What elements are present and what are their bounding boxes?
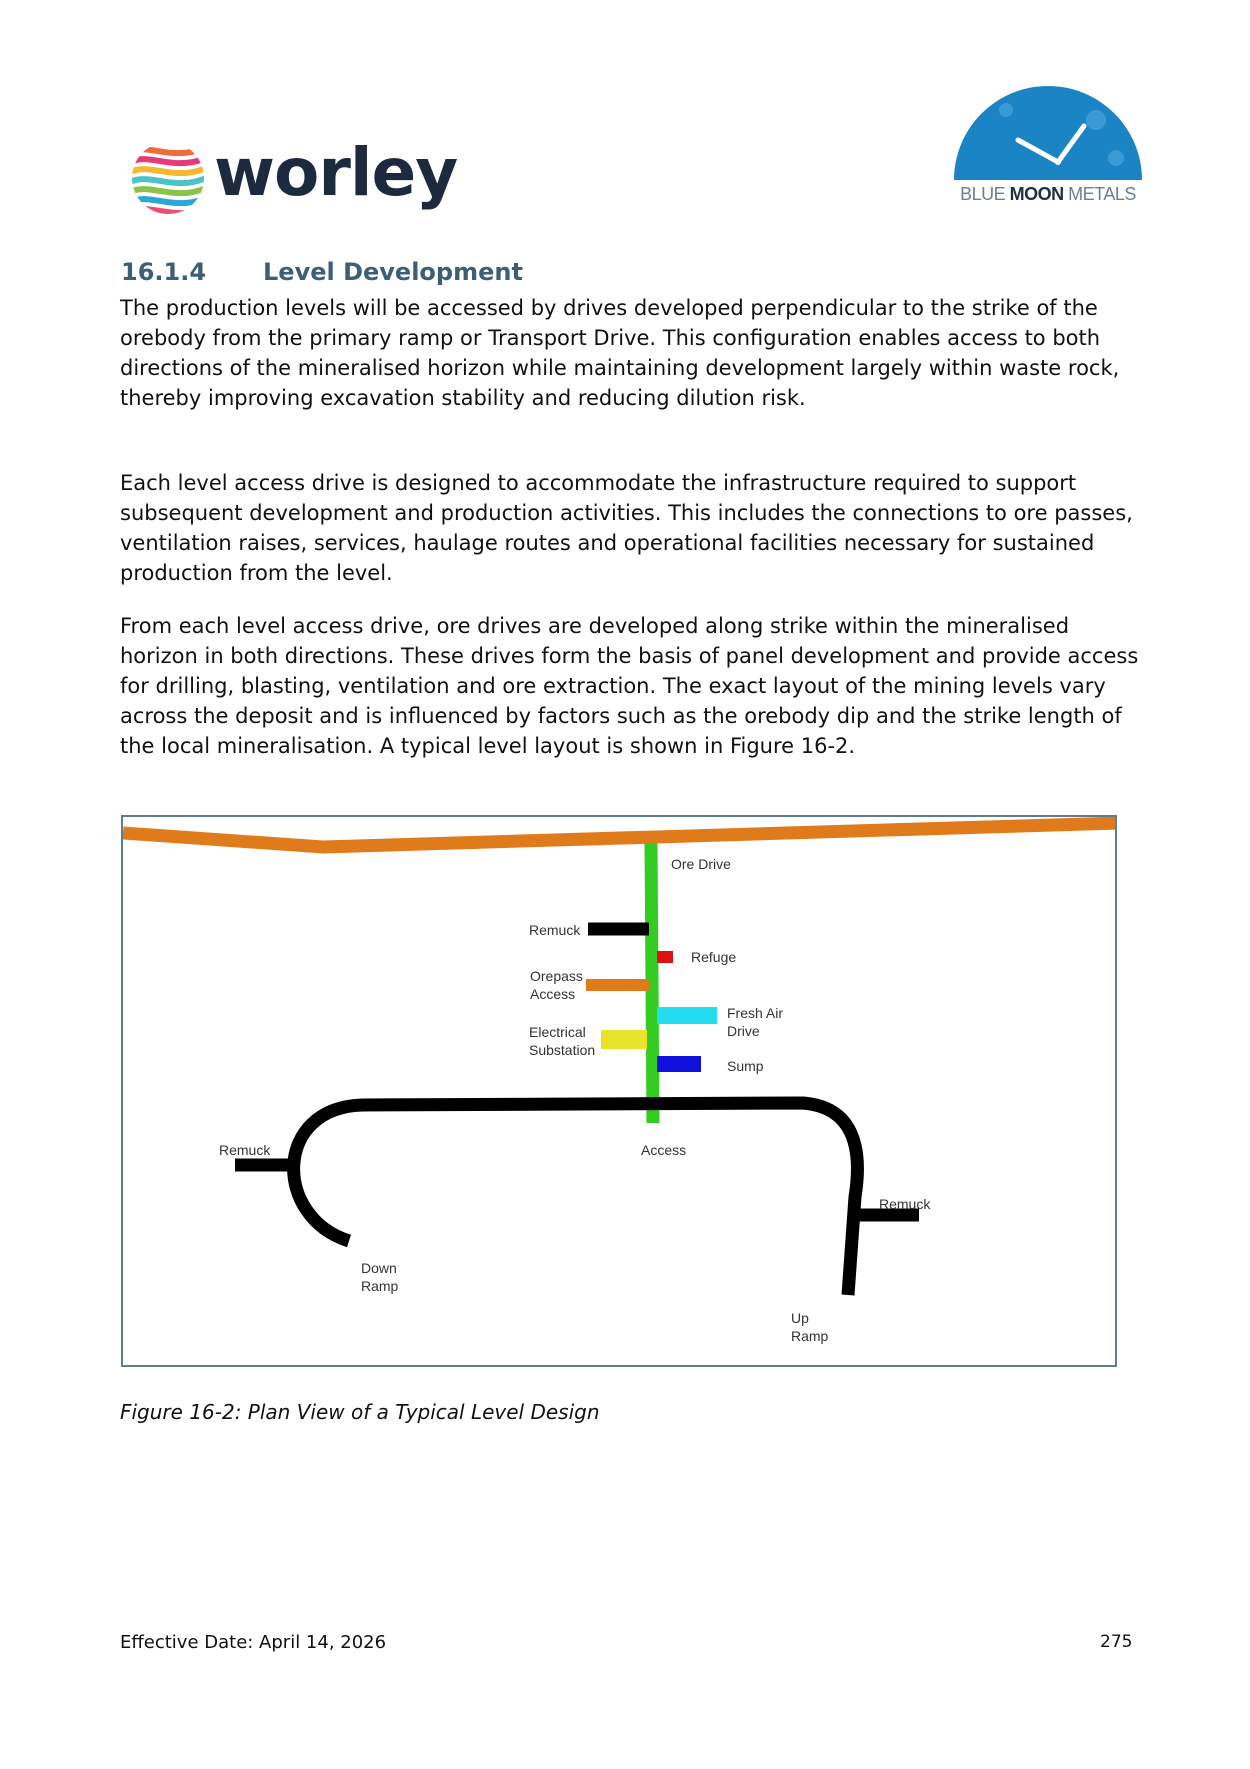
level-design-figure <box>121 815 1117 1367</box>
paragraph-3: From each level access drive, ore drives are developed along strike within the mineralised horizon in both directions. These drives form the basis of panel development and provide access for drilling, blasting, ventilation and ore extraction. The exact layout of the mining levels vary across the deposit and is influenced by factors such as the orebody dip and the strike length of the local mineralisation. A typical level layout is shown in Figure 16-2. <box>120 614 1139 758</box>
label-remuck-right: Remuck <box>879 1196 931 1212</box>
level-design-diagram <box>123 817 1117 1367</box>
label-down-ramp: Down Ramp <box>361 1260 399 1294</box>
footer-page-number: 275 <box>1100 1632 1133 1652</box>
orebody-band <box>123 823 1117 847</box>
label-access: Access <box>641 1142 687 1158</box>
refuge-bay <box>657 951 673 963</box>
section-heading <box>121 258 523 286</box>
label-electrical-substation: Electrical Substation <box>529 1024 596 1058</box>
worley-swirl-icon <box>128 138 208 218</box>
label-ore-drive: Ore Drive <box>671 856 731 872</box>
label-remuck-left: Remuck <box>219 1142 271 1158</box>
blue-moon-metals-logo <box>946 80 1150 212</box>
label-up-ramp: Up Ramp <box>791 1310 829 1344</box>
section-title: Level Development <box>263 258 523 286</box>
label-fresh-air-drive: Fresh Air Drive <box>727 1005 784 1039</box>
ore-drive-line <box>651 843 653 1123</box>
section-number: 16.1.4 <box>121 258 207 286</box>
worley-wordmark: worley <box>214 134 458 211</box>
sump-bay <box>657 1056 701 1072</box>
figure-caption: Figure 16-2: Plan View of a Typical Level Design <box>120 1400 600 1424</box>
fresh-air-drive <box>657 1007 717 1024</box>
footer-effective-date: Effective Date: April 14, 2026 <box>120 1632 387 1653</box>
paragraph-1: The production levels will be accessed by drives developed perpendicular to the strike of the orebody from the primary ramp or Transport Drive. This configuration enables access to both directions of the mineralised horizon while maintaining development largely within waste rock, thereby improving excavation stability and reducing dilution risk. <box>120 296 1120 410</box>
label-refuge: Refuge <box>691 949 737 965</box>
blue-moon-metals-wordmark: BLUE MOON METALS <box>960 184 1136 204</box>
blue-moon-icon <box>946 80 1150 184</box>
label-orepass: Orepass Access <box>530 968 583 1002</box>
electrical-substation <box>601 1030 647 1049</box>
paragraph-2: Each level access drive is designed to accommodate the infrastructure required to support subsequent development and production activities. This includes the connections to ore passes, ventilation raises, services, haulage routes and operational facilities necessary for sustained production from the level. <box>120 471 1133 585</box>
label-sump: Sump <box>727 1058 764 1074</box>
worley-logo <box>128 134 468 222</box>
label-remuck-top: Remuck <box>529 922 581 938</box>
